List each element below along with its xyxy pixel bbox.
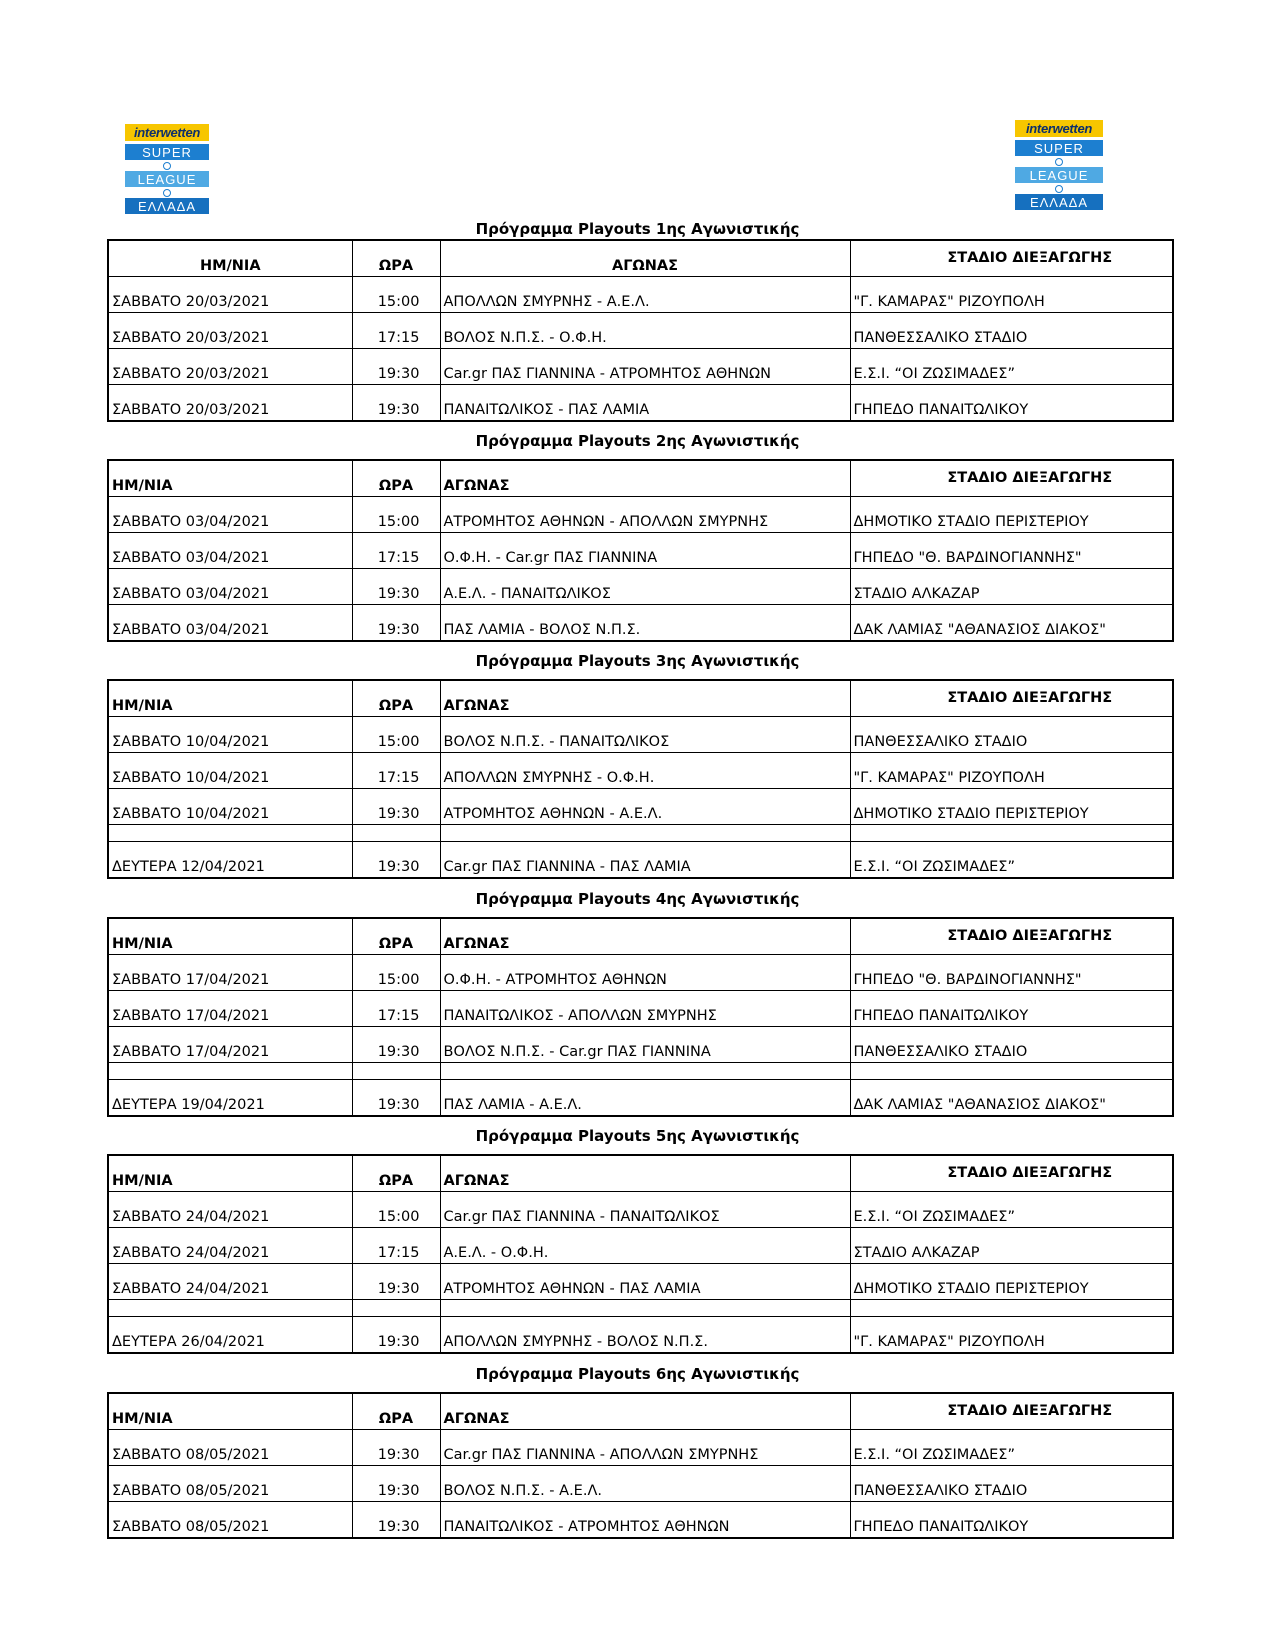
table-row xyxy=(108,1228,1173,1264)
table-row xyxy=(108,497,1173,533)
time-cell: 19:30 xyxy=(352,1027,440,1063)
stadium-cell: Ε.Σ.Ι. “ΟΙ ΖΩΣΙΜΑΔΕΣ” xyxy=(850,349,1173,385)
date-cell: ΣΑΒΒΑΤΟ 03/04/2021 xyxy=(108,605,352,642)
ball-icon xyxy=(1015,158,1103,164)
header-stadium: ΣΤΑΔΙΟ ΔΙΕΞΑΓΩΓΗΣ xyxy=(850,1393,1173,1430)
time-cell: 17:15 xyxy=(352,313,440,349)
match-cell: Car.gr ΠΑΣ ΓΙΑΝΝΙΝΑ - ΠΑΝΑΙΤΩΛΙΚΟΣ xyxy=(440,1192,850,1228)
table-header-row xyxy=(108,240,1173,277)
logo-band-country: ΕΛΛΑΔΑ xyxy=(125,198,209,214)
schedule-table xyxy=(107,239,1174,422)
ball-icon xyxy=(125,162,209,168)
header-date: ΗΜ/ΝΙΑ xyxy=(108,240,352,277)
stadium-cell: Ε.Σ.Ι. “ΟΙ ΖΩΣΙΜΑΔΕΣ” xyxy=(850,1430,1173,1466)
table-row xyxy=(108,1430,1173,1466)
table-row xyxy=(108,1192,1173,1228)
schedule-table xyxy=(107,1392,1174,1539)
header-date: ΗΜ/ΝΙΑ xyxy=(108,680,352,717)
schedule-table xyxy=(107,917,1174,1117)
stadium-cell: ΔΗΜΟΤΙΚΟ ΣΤΑΔΙΟ ΠΕΡΙΣΤΕΡΙΟΥ xyxy=(850,497,1173,533)
stadium-cell: "Γ. ΚΑΜΑΡΑΣ" ΡΙΖΟΥΠΟΛΗ xyxy=(850,753,1173,789)
table-row xyxy=(108,717,1173,753)
table-header-row xyxy=(108,460,1173,497)
super-league-logo-right xyxy=(1015,120,1103,210)
empty-cell xyxy=(850,1063,1173,1080)
date-cell: ΣΑΒΒΑΤΟ 03/04/2021 xyxy=(108,497,352,533)
logo-brand: interwetten xyxy=(1015,120,1103,137)
schedule-table xyxy=(107,1154,1174,1354)
empty-cell xyxy=(108,825,352,842)
time-cell: 19:30 xyxy=(352,789,440,825)
empty-cell xyxy=(108,1300,352,1317)
match-cell: ΒΟΛΟΣ Ν.Π.Σ. - Ο.Φ.Η. xyxy=(440,313,850,349)
stadium-cell: ΔΗΜΟΤΙΚΟ ΣΤΑΔΙΟ ΠΕΡΙΣΤΕΡΙΟΥ xyxy=(850,789,1173,825)
table-row xyxy=(108,605,1173,642)
match-cell: ΠΑΝΑΙΤΩΛΙΚΟΣ - ΑΠΟΛΛΩΝ ΣΜΥΡΝΗΣ xyxy=(440,991,850,1027)
schedule-table xyxy=(107,459,1174,642)
empty-cell xyxy=(352,1063,440,1080)
match-cell: Ο.Φ.Η. - ΑΤΡΟΜΗΤΟΣ ΑΘΗΝΩΝ xyxy=(440,955,850,991)
stadium-cell: ΠΑΝΘΕΣΣΑΛΙΚΟ ΣΤΑΔΙΟ xyxy=(850,1466,1173,1502)
schedule-table xyxy=(107,679,1174,879)
stadium-cell: ΓΗΠΕΔΟ "Θ. ΒΑΡΔΙΝΟΓΙΑΝΝΗΣ" xyxy=(850,533,1173,569)
match-cell: ΒΟΛΟΣ Ν.Π.Σ. - Car.gr ΠΑΣ ΓΙΑΝΝΙΝΑ xyxy=(440,1027,850,1063)
stadium-cell: ΔΑΚ ΛΑΜΙΑΣ "ΑΘΑΝΑΣΙΟΣ ΔΙΑΚΟΣ" xyxy=(850,1080,1173,1117)
date-cell: ΔΕΥΤΕΡΑ 19/04/2021 xyxy=(108,1080,352,1117)
logo-band-super: SUPER xyxy=(1015,140,1103,156)
header-date: ΗΜ/ΝΙΑ xyxy=(108,1155,352,1192)
time-cell: 19:30 xyxy=(352,1080,440,1117)
table-row xyxy=(108,533,1173,569)
date-cell: ΣΑΒΒΑΤΟ 17/04/2021 xyxy=(108,955,352,991)
header-match: ΑΓΩΝΑΣ xyxy=(440,460,850,497)
time-cell: 19:30 xyxy=(352,1430,440,1466)
date-cell: ΣΑΒΒΑΤΟ 08/05/2021 xyxy=(108,1430,352,1466)
date-cell: ΣΑΒΒΑΤΟ 24/04/2021 xyxy=(108,1228,352,1264)
table-row xyxy=(108,1502,1173,1539)
time-cell: 19:30 xyxy=(352,1317,440,1354)
table-row xyxy=(108,991,1173,1027)
empty-cell xyxy=(108,1063,352,1080)
empty-cell xyxy=(850,1300,1173,1317)
match-cell: Α.Ε.Λ. - ΠΑΝΑΙΤΩΛΙΚΟΣ xyxy=(440,569,850,605)
round-title: Πρόγραμμα Playouts 3ης Αγωνιστικής xyxy=(475,652,800,670)
logo-band-league: LEAGUE xyxy=(1015,167,1103,183)
table-header-row xyxy=(108,1155,1173,1192)
time-cell: 19:30 xyxy=(352,349,440,385)
header-match: ΑΓΩΝΑΣ xyxy=(440,680,850,717)
time-cell: 19:30 xyxy=(352,1466,440,1502)
date-cell: ΣΑΒΒΑΤΟ 10/04/2021 xyxy=(108,717,352,753)
time-cell: 19:30 xyxy=(352,385,440,422)
stadium-cell: Ε.Σ.Ι. “ΟΙ ΖΩΣΙΜΑΔΕΣ” xyxy=(850,1192,1173,1228)
super-league-logo-left xyxy=(125,124,209,214)
match-cell: ΑΠΟΛΛΩΝ ΣΜΥΡΝΗΣ - ΒΟΛΟΣ Ν.Π.Σ. xyxy=(440,1317,850,1354)
ball-icon xyxy=(1015,185,1103,191)
empty-cell xyxy=(440,825,850,842)
empty-cell xyxy=(440,1063,850,1080)
time-cell: 15:00 xyxy=(352,955,440,991)
stadium-cell: Ε.Σ.Ι. “ΟΙ ΖΩΣΙΜΑΔΕΣ” xyxy=(850,842,1173,879)
header-time: ΩΡΑ xyxy=(352,680,440,717)
header-match: ΑΓΩΝΑΣ xyxy=(440,1155,850,1192)
table-row xyxy=(108,349,1173,385)
table-row xyxy=(108,313,1173,349)
spacer-row xyxy=(108,1063,1173,1080)
time-cell: 19:30 xyxy=(352,842,440,879)
stadium-cell: ΓΗΠΕΔΟ "Θ. ΒΑΡΔΙΝΟΓΙΑΝΝΗΣ" xyxy=(850,955,1173,991)
match-cell: Car.gr ΠΑΣ ΓΙΑΝΝΙΝΑ - ΑΠΟΛΛΩΝ ΣΜΥΡΝΗΣ xyxy=(440,1430,850,1466)
stadium-cell: ΓΗΠΕΔΟ ΠΑΝΑΙΤΩΛΙΚΟΥ xyxy=(850,385,1173,422)
table-row xyxy=(108,1317,1173,1354)
match-cell: Ο.Φ.Η. - Car.gr ΠΑΣ ΓΙΑΝΝΙΝΑ xyxy=(440,533,850,569)
spacer-row xyxy=(108,1300,1173,1317)
date-cell: ΣΑΒΒΑΤΟ 20/03/2021 xyxy=(108,349,352,385)
logo-band-super: SUPER xyxy=(125,144,209,160)
date-cell: ΣΑΒΒΑΤΟ 17/04/2021 xyxy=(108,1027,352,1063)
table-row xyxy=(108,569,1173,605)
round-title: Πρόγραμμα Playouts 5ης Αγωνιστικής xyxy=(475,1127,800,1145)
time-cell: 19:30 xyxy=(352,569,440,605)
stadium-cell: ΣΤΑΔΙΟ ΑΛΚΑΖΑΡ xyxy=(850,569,1173,605)
date-cell: ΣΑΒΒΑΤΟ 24/04/2021 xyxy=(108,1264,352,1300)
match-cell: ΒΟΛΟΣ Ν.Π.Σ. - ΠΑΝΑΙΤΩΛΙΚΟΣ xyxy=(440,717,850,753)
match-cell: Car.gr ΠΑΣ ΓΙΑΝΝΙΝΑ - ΑΤΡΟΜΗΤΟΣ ΑΘΗΝΩΝ xyxy=(440,349,850,385)
spacer-row xyxy=(108,825,1173,842)
header-stadium: ΣΤΑΔΙΟ ΔΙΕΞΑΓΩΓΗΣ xyxy=(850,918,1173,955)
date-cell: ΣΑΒΒΑΤΟ 03/04/2021 xyxy=(108,569,352,605)
time-cell: 19:30 xyxy=(352,1264,440,1300)
time-cell: 19:30 xyxy=(352,1502,440,1539)
table-row xyxy=(108,1466,1173,1502)
date-cell: ΣΑΒΒΑΤΟ 10/04/2021 xyxy=(108,753,352,789)
match-cell: ΑΤΡΟΜΗΤΟΣ ΑΘΗΝΩΝ - ΑΠΟΛΛΩΝ ΣΜΥΡΝΗΣ xyxy=(440,497,850,533)
table-row xyxy=(108,1080,1173,1117)
match-cell: ΒΟΛΟΣ Ν.Π.Σ. - Α.Ε.Λ. xyxy=(440,1466,850,1502)
stadium-cell: ΠΑΝΘΕΣΣΑΛΙΚΟ ΣΤΑΔΙΟ xyxy=(850,717,1173,753)
header-stadium: ΣΤΑΔΙΟ ΔΙΕΞΑΓΩΓΗΣ xyxy=(850,1155,1173,1192)
header-time: ΩΡΑ xyxy=(352,1393,440,1430)
date-cell: ΣΑΒΒΑΤΟ 10/04/2021 xyxy=(108,789,352,825)
stadium-cell: "Γ. ΚΑΜΑΡΑΣ" ΡΙΖΟΥΠΟΛΗ xyxy=(850,277,1173,313)
stadium-cell: ΓΗΠΕΔΟ ΠΑΝΑΙΤΩΛΙΚΟΥ xyxy=(850,1502,1173,1539)
stadium-cell: ΔΑΚ ΛΑΜΙΑΣ "ΑΘΑΝΑΣΙΟΣ ΔΙΑΚΟΣ" xyxy=(850,605,1173,642)
header-stadium: ΣΤΑΔΙΟ ΔΙΕΞΑΓΩΓΗΣ xyxy=(850,240,1173,277)
match-cell: ΠΑΣ ΛΑΜΙΑ - Α.Ε.Λ. xyxy=(440,1080,850,1117)
table-header-row xyxy=(108,918,1173,955)
stadium-cell: ΓΗΠΕΔΟ ΠΑΝΑΙΤΩΛΙΚΟΥ xyxy=(850,991,1173,1027)
empty-cell xyxy=(352,825,440,842)
date-cell: ΣΑΒΒΑΤΟ 20/03/2021 xyxy=(108,385,352,422)
stadium-cell: ΠΑΝΘΕΣΣΑΛΙΚΟ ΣΤΑΔΙΟ xyxy=(850,1027,1173,1063)
time-cell: 17:15 xyxy=(352,991,440,1027)
table-header-row xyxy=(108,680,1173,717)
header-stadium: ΣΤΑΔΙΟ ΔΙΕΞΑΓΩΓΗΣ xyxy=(850,460,1173,497)
empty-cell xyxy=(440,1300,850,1317)
date-cell: ΣΑΒΒΑΤΟ 03/04/2021 xyxy=(108,533,352,569)
ball-icon xyxy=(125,189,209,195)
round-title: Πρόγραμμα Playouts 2ης Αγωνιστικής xyxy=(475,432,800,450)
header-time: ΩΡΑ xyxy=(352,460,440,497)
table-row xyxy=(108,753,1173,789)
header-match: ΑΓΩΝΑΣ xyxy=(440,240,850,277)
date-cell: ΔΕΥΤΕΡΑ 26/04/2021 xyxy=(108,1317,352,1354)
table-row xyxy=(108,385,1173,422)
stadium-cell: ΣΤΑΔΙΟ ΑΛΚΑΖΑΡ xyxy=(850,1228,1173,1264)
match-cell: ΑΠΟΛΛΩΝ ΣΜΥΡΝΗΣ - Α.Ε.Λ. xyxy=(440,277,850,313)
stadium-cell: ΔΗΜΟΤΙΚΟ ΣΤΑΔΙΟ ΠΕΡΙΣΤΕΡΙΟΥ xyxy=(850,1264,1173,1300)
header-time: ΩΡΑ xyxy=(352,1155,440,1192)
logo-band-league: LEAGUE xyxy=(125,171,209,187)
table-row xyxy=(108,277,1173,313)
time-cell: 15:00 xyxy=(352,497,440,533)
table-header-row xyxy=(108,1393,1173,1430)
table-row xyxy=(108,842,1173,879)
time-cell: 17:15 xyxy=(352,1228,440,1264)
table-row xyxy=(108,1264,1173,1300)
time-cell: 15:00 xyxy=(352,717,440,753)
logo-band-country: ΕΛΛΑΔΑ xyxy=(1015,194,1103,210)
time-cell: 17:15 xyxy=(352,533,440,569)
table-row xyxy=(108,789,1173,825)
header-date: ΗΜ/ΝΙΑ xyxy=(108,1393,352,1430)
table-row xyxy=(108,1027,1173,1063)
time-cell: 17:15 xyxy=(352,753,440,789)
empty-cell xyxy=(850,825,1173,842)
header-time: ΩΡΑ xyxy=(352,240,440,277)
round-title: Πρόγραμμα Playouts 1ης Αγωνιστικής xyxy=(475,220,800,238)
match-cell: ΑΤΡΟΜΗΤΟΣ ΑΘΗΝΩΝ - ΠΑΣ ΛΑΜΙΑ xyxy=(440,1264,850,1300)
date-cell: ΣΑΒΒΑΤΟ 20/03/2021 xyxy=(108,313,352,349)
header-match: ΑΓΩΝΑΣ xyxy=(440,1393,850,1430)
empty-cell xyxy=(352,1300,440,1317)
header-match: ΑΓΩΝΑΣ xyxy=(440,918,850,955)
date-cell: ΣΑΒΒΑΤΟ 08/05/2021 xyxy=(108,1502,352,1539)
match-cell: ΑΠΟΛΛΩΝ ΣΜΥΡΝΗΣ - Ο.Φ.Η. xyxy=(440,753,850,789)
date-cell: ΔΕΥΤΕΡΑ 12/04/2021 xyxy=(108,842,352,879)
match-cell: Car.gr ΠΑΣ ΓΙΑΝΝΙΝΑ - ΠΑΣ ΛΑΜΙΑ xyxy=(440,842,850,879)
header-stadium: ΣΤΑΔΙΟ ΔΙΕΞΑΓΩΓΗΣ xyxy=(850,680,1173,717)
match-cell: Α.Ε.Λ. - Ο.Φ.Η. xyxy=(440,1228,850,1264)
date-cell: ΣΑΒΒΑΤΟ 20/03/2021 xyxy=(108,277,352,313)
date-cell: ΣΑΒΒΑΤΟ 08/05/2021 xyxy=(108,1466,352,1502)
logo-brand: interwetten xyxy=(125,124,209,141)
date-cell: ΣΑΒΒΑΤΟ 17/04/2021 xyxy=(108,991,352,1027)
round-title: Πρόγραμμα Playouts 4ης Αγωνιστικής xyxy=(475,890,800,908)
time-cell: 19:30 xyxy=(352,605,440,642)
match-cell: ΠΑΝΑΙΤΩΛΙΚΟΣ - ΠΑΣ ΛΑΜΙΑ xyxy=(440,385,850,422)
date-cell: ΣΑΒΒΑΤΟ 24/04/2021 xyxy=(108,1192,352,1228)
time-cell: 15:00 xyxy=(352,277,440,313)
header-time: ΩΡΑ xyxy=(352,918,440,955)
header-date: ΗΜ/ΝΙΑ xyxy=(108,460,352,497)
time-cell: 15:00 xyxy=(352,1192,440,1228)
stadium-cell: "Γ. ΚΑΜΑΡΑΣ" ΡΙΖΟΥΠΟΛΗ xyxy=(850,1317,1173,1354)
match-cell: ΑΤΡΟΜΗΤΟΣ ΑΘΗΝΩΝ - Α.Ε.Λ. xyxy=(440,789,850,825)
match-cell: ΠΑΝΑΙΤΩΛΙΚΟΣ - ΑΤΡΟΜΗΤΟΣ ΑΘΗΝΩΝ xyxy=(440,1502,850,1539)
round-title: Πρόγραμμα Playouts 6ης Αγωνιστικής xyxy=(475,1365,800,1383)
stadium-cell: ΠΑΝΘΕΣΣΑΛΙΚΟ ΣΤΑΔΙΟ xyxy=(850,313,1173,349)
header-date: ΗΜ/ΝΙΑ xyxy=(108,918,352,955)
table-row xyxy=(108,955,1173,991)
match-cell: ΠΑΣ ΛΑΜΙΑ - ΒΟΛΟΣ Ν.Π.Σ. xyxy=(440,605,850,642)
